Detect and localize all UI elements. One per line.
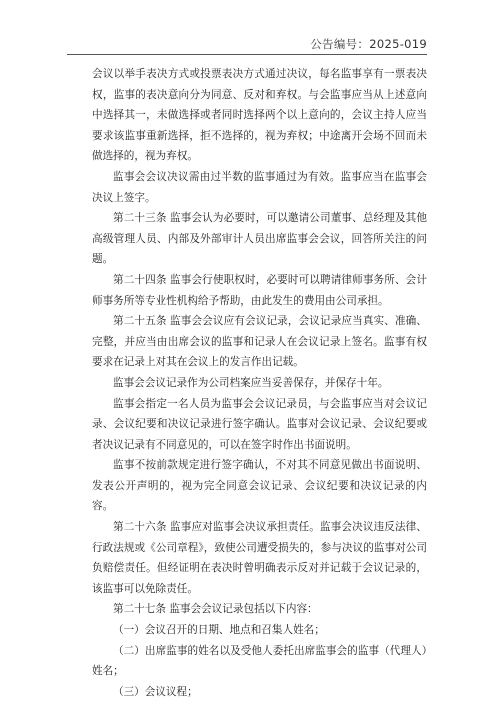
announcement-number: 公告编号：2025-019	[310, 37, 427, 51]
paragraph-article-25: 第二十五条 监事会会议应有会议记录，会议记录应当真实、准确、完整，并应当由出席会议的监事和记录人在会议记录上签名。监事有权要求在记录上对其在会议上的发言作出记载。	[92, 315, 427, 369]
paragraph-article-26: 第二十六条 监事应对监事会决议承担责任。监事会决议违反法律、行政法规或《公司章程》，致使公司遭受损失的，参与决议的监事对公司负赔偿责任。但经证明在表决时曾明确表示反对并记载于会议记录的，该监事可以免除责任。	[92, 521, 427, 595]
paragraph-article-24: 第二十四条 监事会行使职权时，必要时可以聘请律师事务所、会计师事务所等专业性机构给予帮助，由此发生的费用由公司承担。	[92, 273, 427, 307]
paragraph-voting-method: 会议以举手表决方式或投票表决方式通过决议，每名监事享有一票表决权，监事的表决意向分为同意、反对和弃权。与会监事应当从上述意向中选择其一，未做选择或者同时选择两个以上意向的，会议主持人应当要求该监事重新选择，拒不选择的，视为弃权；中途离开会场不回而未做选择的，视为弃权。	[92, 68, 427, 163]
header-divider	[67, 54, 427, 55]
list-item-1: （一）会议召开的日期、地点和召集人姓名；	[113, 624, 325, 637]
paragraph-resolution-majority: 监事会会议决议需由过半数的监事通过为有效。监事应当在监事会决议上签字。	[92, 170, 427, 204]
paragraph-article-27: 第二十七条 监事会会议记录包括以下内容：	[113, 603, 318, 616]
list-item-3: （三）会议议程；	[113, 685, 198, 698]
paragraph-signature-consent: 监事不按前款规定进行签字确认，不对其不同意见做出书面说明、发表公开声明的，视为完全同意会议记录、会议纪要和决议记录的内容。	[92, 459, 427, 513]
paragraph-recorder: 监事会指定一名人员为监事会会议记录员，与会监事应当对会议记录、会议纪要和决议记录进行签字确认。监事对会议记录、会议纪要或者决议记录有不同意见的，可以在签字时作出书面说明。	[92, 397, 427, 451]
paragraph-article-23: 第二十三条 监事会认为必要时，可以邀请公司董事、总经理及其他高级管理人员、内部及外部审计人员出席监事会会议，回答所关注的问题。	[92, 212, 427, 266]
list-item-2: （二）出席监事的姓名以及受他人委托出席监事会的监事（代理人）姓名；	[92, 644, 427, 678]
paragraph-record-keeping: 监事会会议记录作为公司档案应当妥善保存，并保存十年。	[113, 376, 389, 389]
document-body	[92, 64, 427, 702]
